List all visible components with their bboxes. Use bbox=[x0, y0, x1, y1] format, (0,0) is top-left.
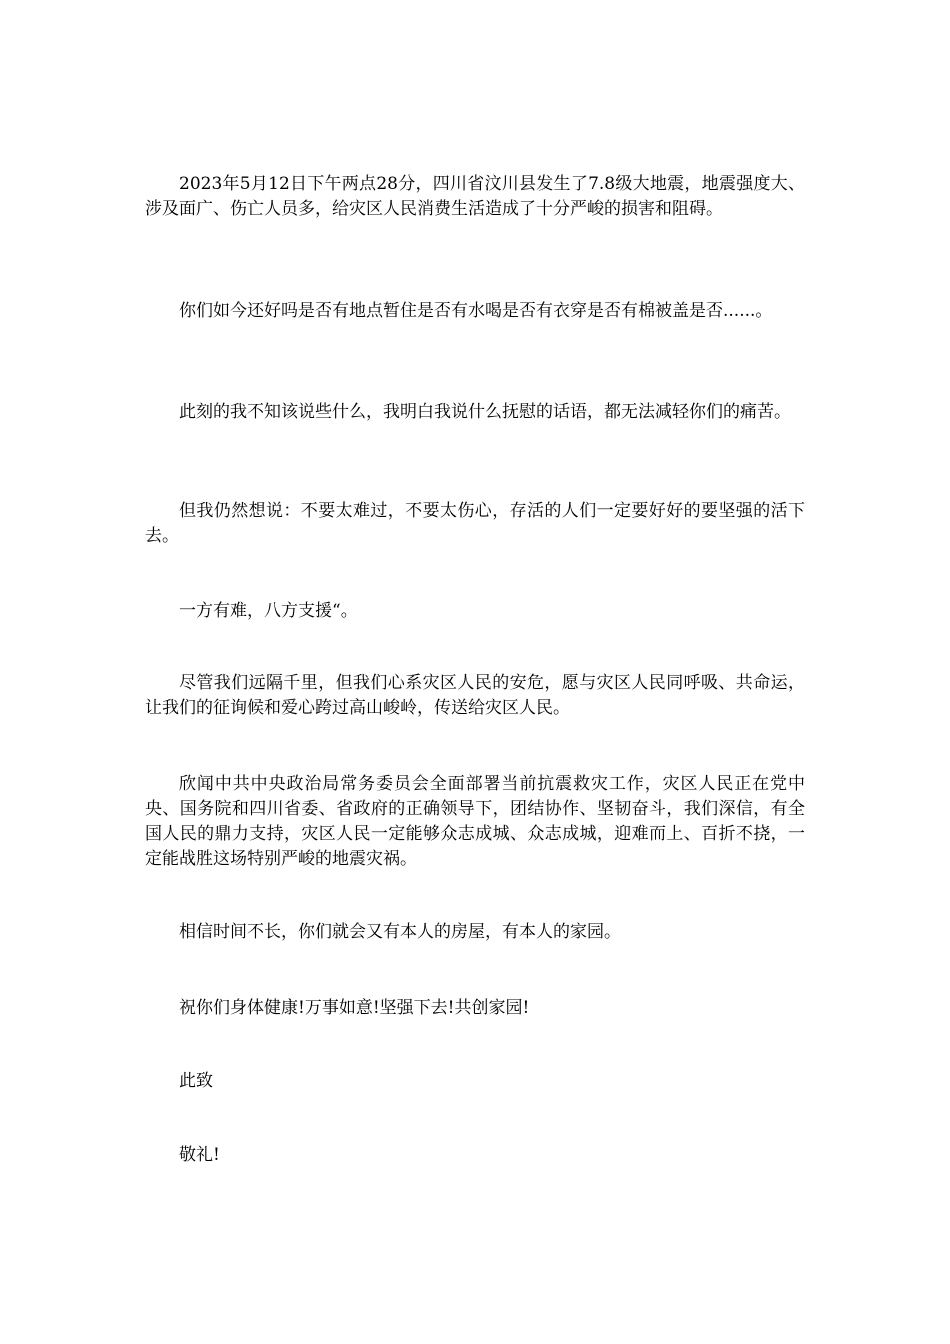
closing-salutation: 此致 bbox=[179, 1071, 213, 1091]
paragraph-hope: 相信时间不长，你们就会又有本人的房屋，有本人的家园。 bbox=[179, 922, 621, 942]
paragraph-encouragement: 但我仍然想说：不要太难过，不要太伤心，存活的人们一定要好好的要坚强的活下去。 bbox=[145, 501, 805, 546]
paragraph-government-response: 欣闻中共中央政治局常务委员会全面部署当前抗震救灾工作，灾区人民正在党中央、国务院和四川省委、省政府的正确领导下，团结协作、坚韧奋斗，我们深信，有全国人民的鼎力支持，灾区人民一定能够众志成城、众志成城，迎难而上、百折不挠，一定能战胜这场特别严峻的地震灾祸。 bbox=[145, 774, 805, 869]
paragraph-solidarity: 尽管我们远隔千里，但我们心系灾区人民的安危，愿与灾区人民同呼吸、共命运，让我们的征询候和爱心跨过高山峻岭，传送给灾区人民。 bbox=[145, 673, 805, 718]
paragraph-earthquake-intro: 2023年5月12日下午两点28分，四川省汶川县发生了7.8级大地震，地震强度大、涉及面广、伤亡人员多，给灾区人民消费生活造成了十分严峻的损害和阻碍。 bbox=[145, 174, 805, 219]
closing-regards: 敬礼! bbox=[179, 1145, 220, 1165]
paragraph-consolation: 此刻的我不知该说些什么，我明白我说什么抚慰的话语，都无法减轻你们的痛苦。 bbox=[179, 402, 791, 422]
paragraph-support-slogan: 一方有难，八方支援“。 bbox=[179, 601, 358, 621]
paragraph-greeting-question: 你们如今还好吗是否有地点暂住是否有水喝是否有衣穿是否有棉被盖是否......。 bbox=[179, 301, 773, 321]
paragraph-wishes: 祝你们身体健康!万事如意!坚强下去!共创家园! bbox=[179, 998, 530, 1018]
